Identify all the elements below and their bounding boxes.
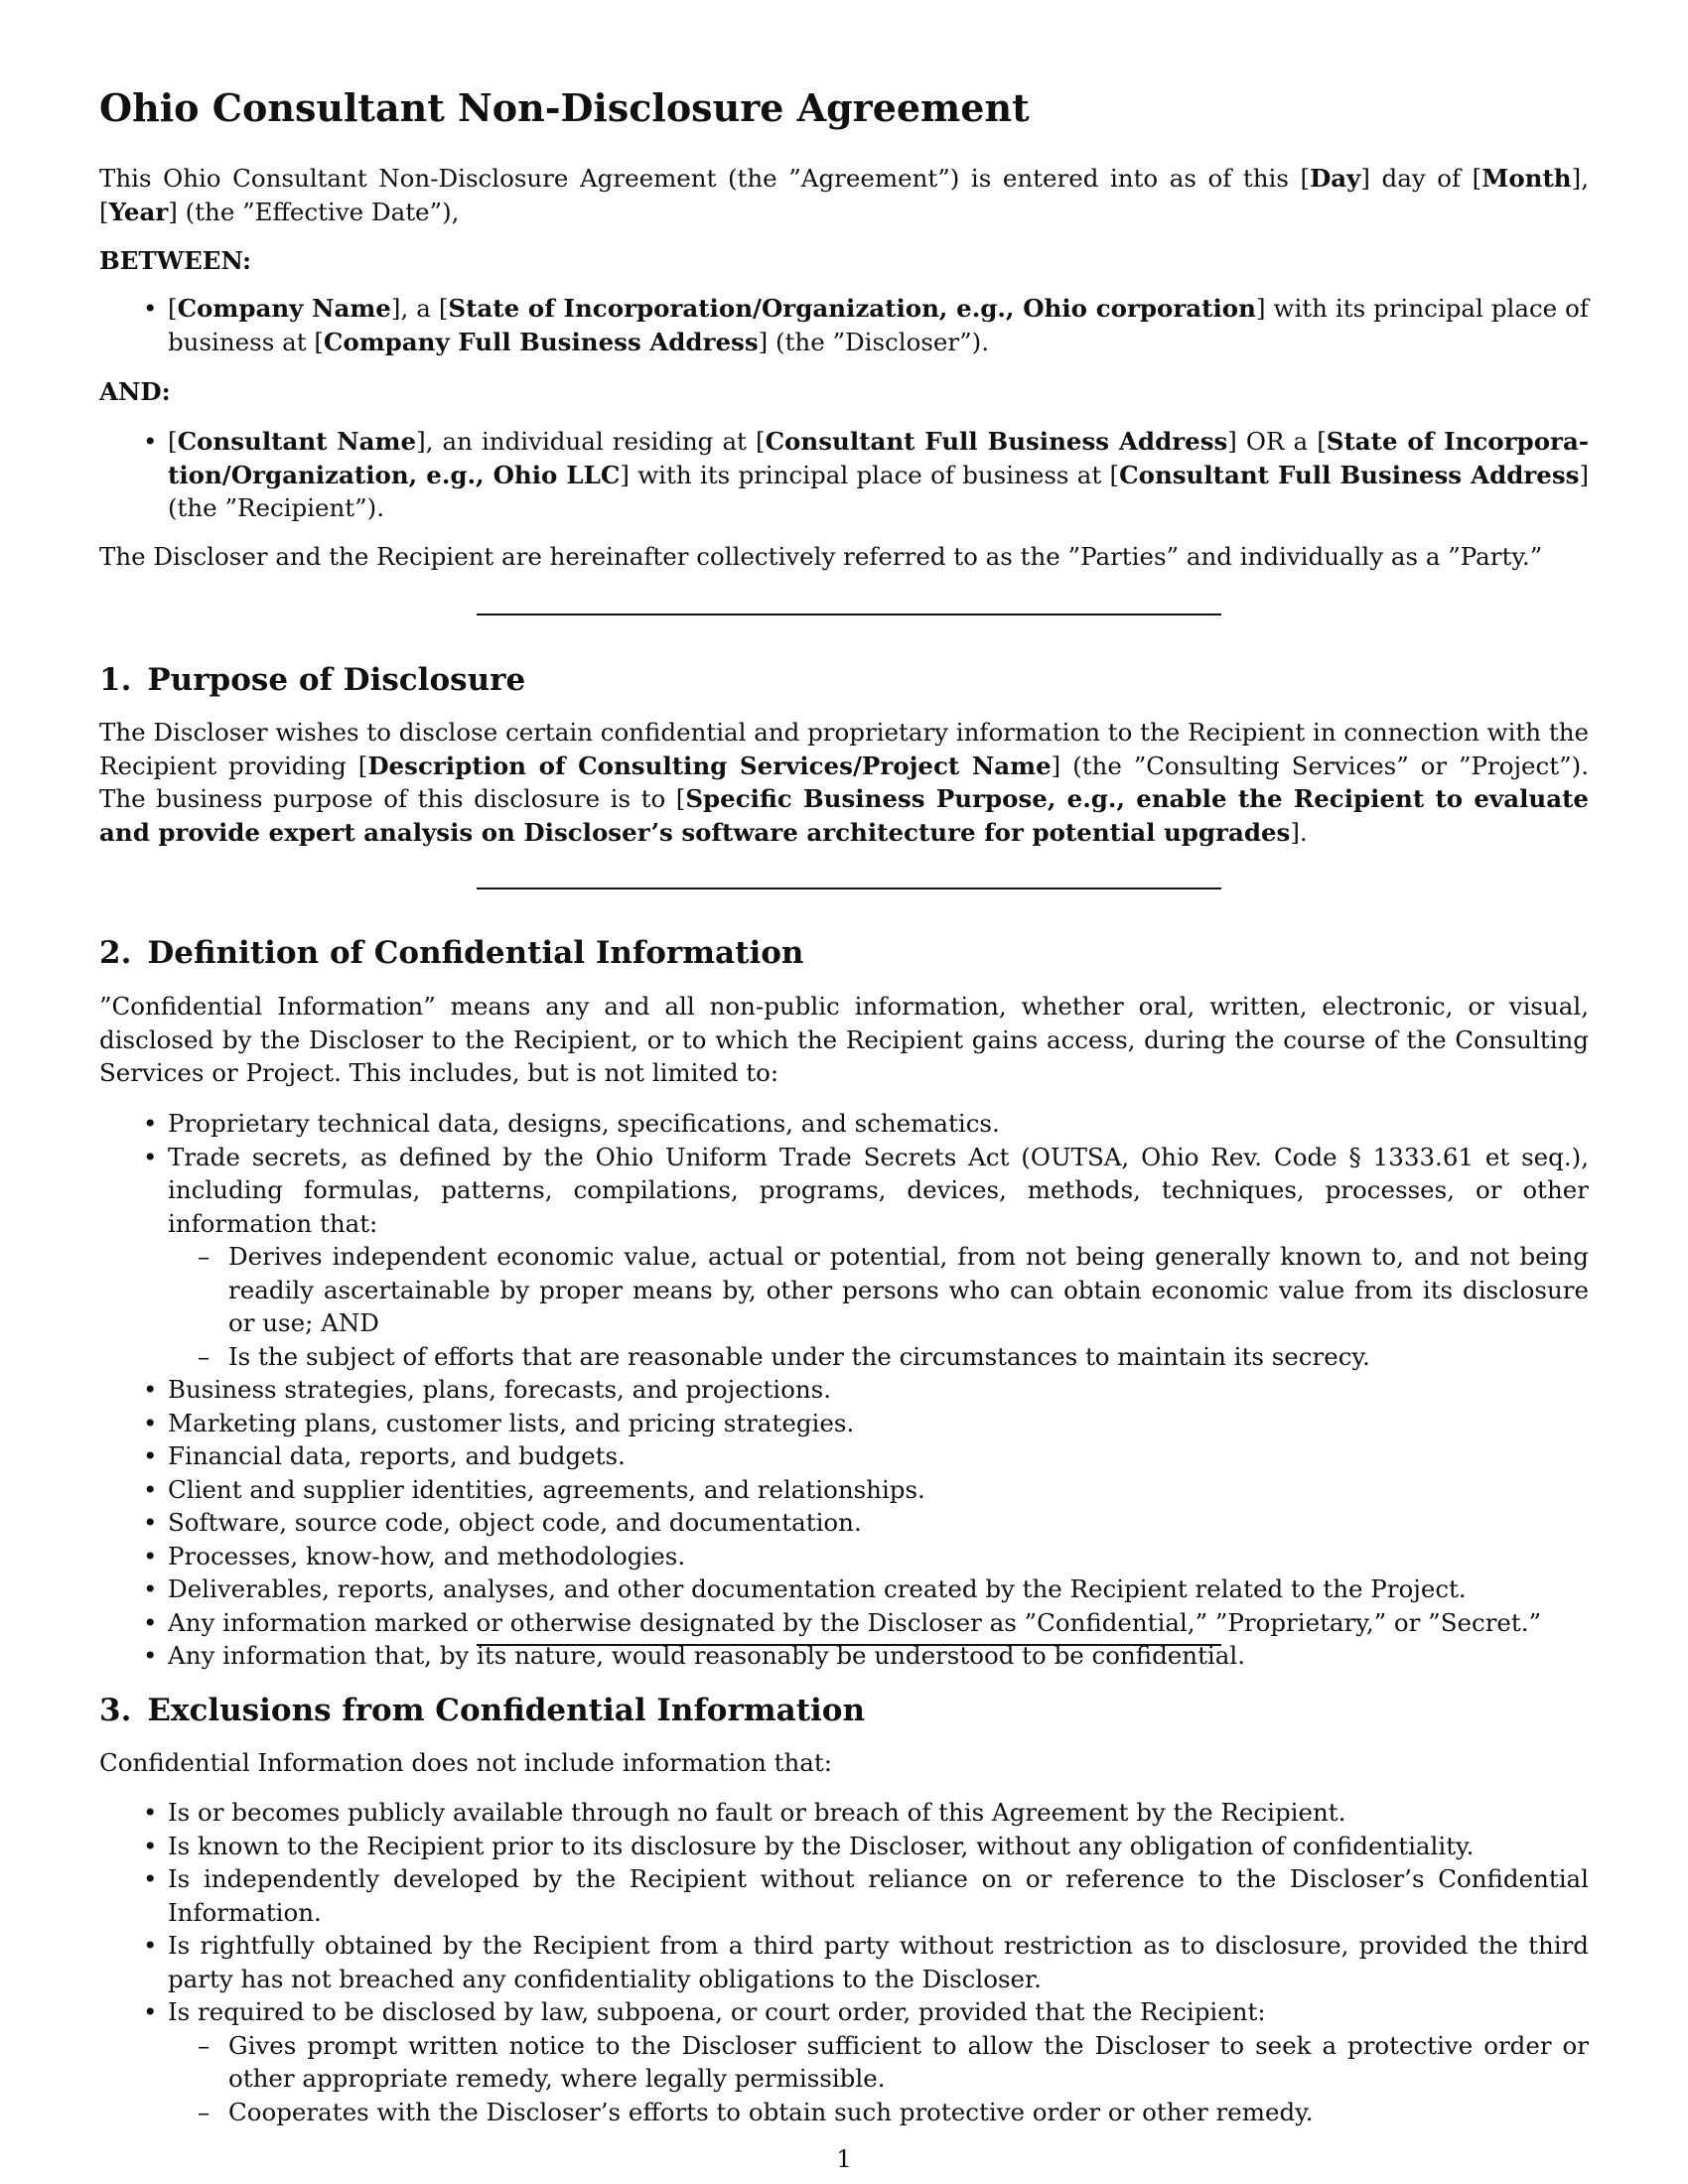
section-2-list	[99, 1107, 1589, 1673]
list-item: • Is required to be disclosed by law, subpoena, or court order, provided that the Recipient: – Gives prompt written notice to the Discloser sufficient to allow the Discloser to seek a protective order or other appropriate remedy, where legally permissible. – Cooperates with the Discloser’s efforts to obtain such protective order or other remedy.	[99, 1995, 1589, 2128]
divider	[477, 887, 1221, 889]
list-item: • Client and supplier identities, agreements, and relationships.	[99, 1473, 1589, 1507]
between-label: BETWEEN:	[99, 246, 252, 275]
list-item: • Processes, know-how, and methodologies.	[99, 1540, 1589, 1573]
sub-list-item: – Gives prompt written notice to the Discloser sufficient to allow the Discloser to seek a protective order or other appropriate remedy, where legally permissible.	[99, 2029, 1589, 2096]
section-1-heading: 1. Purpose of Disclosure	[99, 662, 526, 698]
party-discloser	[99, 292, 1589, 358]
list-item: • Any information that, by its nature, would reasonably be understood to be confidential.	[99, 1639, 1589, 1673]
list-item: • Business strategies, plans, forecasts, and projections.	[99, 1373, 1589, 1407]
section-3-list	[99, 1796, 1589, 2128]
section-3-intro: Confidential Information does not include information that:	[99, 1748, 833, 1777]
list-item: • Software, source code, object code, and documentation.	[99, 1506, 1589, 1540]
list-item: • [Consultant Name], an individual residing at [Consultant Full Business Address] OR a [State of Incorporation/Organization, e.g., Ohio LLC] with its principal place of business at [Consultant Full Business Address] (the ”Recipient”).	[99, 425, 1589, 525]
party-recipient	[99, 425, 1589, 525]
section-3-heading: 3. Exclusions from Confidential Information	[99, 1693, 866, 1728]
list-item: • Is known to the Recipient prior to its disclosure by the Discloser, without any obligation of confidentiality.	[99, 1830, 1589, 1863]
section-2-intro: ”Confidential Information” means any and all non-public information, whether oral, written, electronic, or visual, disclosed by the Discloser to the Recipient, or to which the Recipient gains access, during the course of the Consulting Services or Project. This includes, but is not limited to:	[99, 992, 1589, 1087]
divider	[477, 614, 1221, 615]
list-item: • Marketing plans, customer lists, and pricing strategies.	[99, 1407, 1589, 1440]
list-item: • Any information marked or otherwise designated by the Discloser as ”Confidential,” ”Proprietary,” or ”Secret.”	[99, 1606, 1589, 1640]
list-item: • Financial data, reports, and budgets.	[99, 1439, 1589, 1473]
document-page	[99, 0, 1589, 2184]
list-item: • Is rightfully obtained by the Recipient from a third party without restriction as to disclosure, provided the third party has not breached any confidentiality obligations to the Discloser.	[99, 1929, 1589, 1995]
page-number: 1	[836, 2144, 852, 2173]
list-item: • Is or becomes publicly available through no fault or breach of this Agreement by the Recipient.	[99, 1796, 1589, 1830]
sub-list-item: – Is the subject of efforts that are reasonable under the circumstances to maintain its secrecy.	[99, 1340, 1589, 1374]
parties-paragraph: The Discloser and the Recipient are hereinafter collectively referred to as the ”Parties” and individually as a ”Party.”	[99, 542, 1543, 571]
list-item: • Trade secrets, as defined by the Ohio Uniform Trade Secrets Act (OUTSA, Ohio Rev. Code § 1333.61 et seq.), including formulas, patterns, compilations, programs, devices, methods, techniques, processes, or other information that: – Derives independent economic value, actual or potential, from not being generally known to, and not being readily ascertainable by proper means by, other persons who can obtain economic value from its disclosure or use; AND – Is the subject of efforts that are reasonable under the circumstances to maintain its secrecy.	[99, 1141, 1589, 1374]
and-label: AND:	[99, 377, 171, 406]
section-1-paragraph: The Discloser wishes to disclose certain confidential and proprietary information to the Recipient in connection with the Recipient providing [Description of Consulting Services/Project Name] (the ”Consulting Services” or ”Project”). The business purpose of this disclosure is to [Specific Business Purpose, e.g., enable the Recipient to evaluate and provide expert analysis on Discloser’s software architecture for potential upgrades].	[99, 718, 1589, 847]
list-item: • [Company Name], a [State of Incorporation/Organization, e.g., Ohio corporation] with its principal place of business at [Company Full Business Address] (the ”Discloser”).	[99, 292, 1589, 358]
list-item: • Deliverables, reports, analyses, and other documentation created by the Recipient related to the Project.	[99, 1572, 1589, 1606]
intro-paragraph: This Ohio Consultant Non-Disclosure Agreement (the ”Agreement”) is entered into as of this [Day] day of [Month], [Year] (the ”Effective Date”),	[99, 164, 1589, 226]
list-item: • Proprietary technical data, designs, specifications, and schematics.	[99, 1107, 1589, 1141]
sub-list-item: – Cooperates with the Discloser’s efforts to obtain such protective order or other remedy.	[99, 2096, 1589, 2129]
list-item: • Is independently developed by the Recipient without reliance on or reference to the Discloser’s Confidential Information.	[99, 1862, 1589, 1929]
section-2-heading: 2. Definition of Confidential Information	[99, 935, 804, 971]
divider	[477, 1644, 1221, 1646]
document-title: Ohio Consultant Non-Disclosure Agreement	[99, 85, 1030, 130]
sub-list-item: – Derives independent economic value, actual or potential, from not being generally known to, and not being readily ascertainable by proper means by, other persons who can obtain economic value from its disclosure or use; AND	[99, 1240, 1589, 1340]
